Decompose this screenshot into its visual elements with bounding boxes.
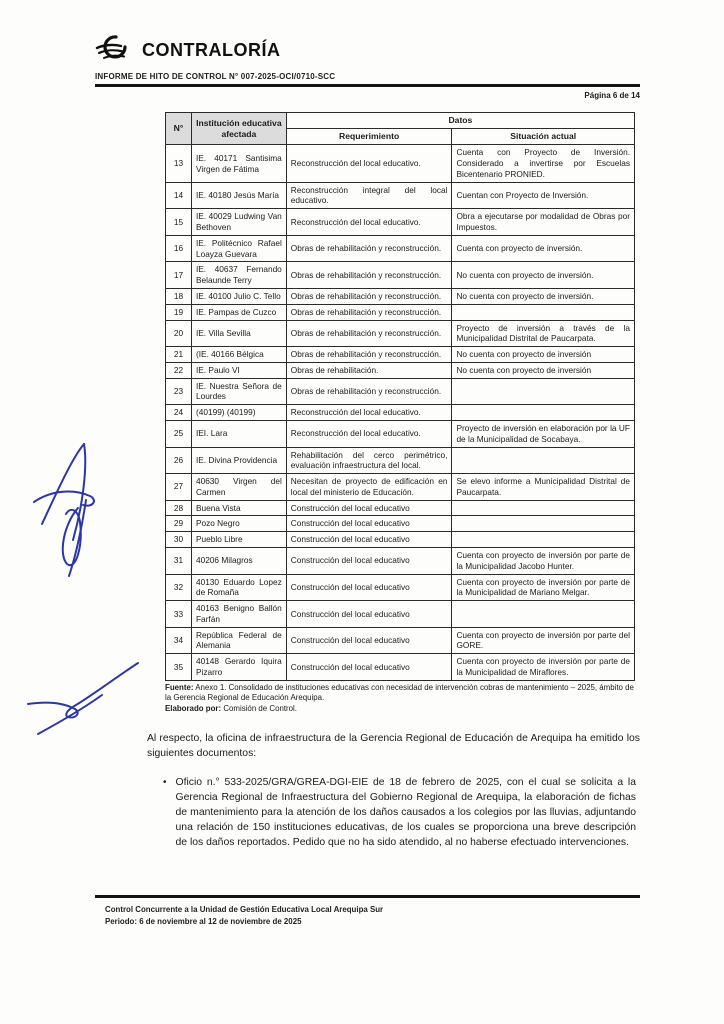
table-row [166, 182, 635, 209]
cell-status: Proyecto de inversión en elaboración por la UF de la Municipalidad de Socabaya. [452, 420, 635, 447]
table-row [166, 378, 635, 405]
cell-requirement: Obras de rehabilitación. [286, 362, 452, 378]
cell-requirement: Obras de rehabilitación y reconstrucción. [286, 320, 452, 347]
cell-institution: Pozo Negro [191, 516, 286, 532]
footer-rule [95, 895, 640, 898]
cell-status: No cuenta con proyecto de inversión. [452, 288, 635, 304]
cell-number: 31 [166, 548, 192, 575]
col-header-requirement: Requerimiento [286, 129, 452, 145]
table-row [166, 532, 635, 548]
cell-status [452, 405, 635, 421]
cell-status [452, 532, 635, 548]
cell-number: 15 [166, 209, 192, 236]
cell-status: Se elevo informe a Municipalidad Distrital de Paucarpata. [452, 474, 635, 501]
table-row [166, 574, 635, 601]
content-area [0, 112, 724, 850]
cell-number: 26 [166, 447, 192, 474]
cell-number: 18 [166, 288, 192, 304]
cell-number: 34 [166, 627, 192, 654]
cell-institution: Buena Vista [191, 500, 286, 516]
cell-status: No cuenta con proyecto de inversión. [452, 262, 635, 289]
table-row [166, 601, 635, 628]
cell-status: Cuentan con Proyecto de Inversión. [452, 182, 635, 209]
report-title: INFORME DE HITO DE CONTROL N° 007-2025-OCI/0710-SCC [95, 72, 336, 81]
table-row [166, 474, 635, 501]
cell-status [452, 447, 635, 474]
cell-requirement: Reconstrucción del local educativo. [286, 209, 452, 236]
cell-institution: IE. Divina Providencia [191, 447, 286, 474]
table-row [166, 320, 635, 347]
table-header [166, 113, 635, 145]
cell-institution: IE. Paulo VI [191, 362, 286, 378]
page-number: Página 6 de 14 [584, 91, 640, 100]
cell-requirement: Rehabilitación del cerco perimétrico, evaluación infraestructura del local. [286, 447, 452, 474]
cell-institution: IE. 40180 Jesús María [191, 182, 286, 209]
cell-requirement: Obras de rehabilitación y reconstrucción. [286, 347, 452, 363]
table-row [166, 548, 635, 575]
cell-requirement: Reconstrucción del local educativo. [286, 145, 452, 182]
header-rule [95, 84, 640, 87]
institutions-table [165, 112, 635, 681]
cell-number: 17 [166, 262, 192, 289]
cell-requirement: Construcción del local educativo [286, 627, 452, 654]
cell-institution: 40130 Eduardo Lopez de Romaña [191, 574, 286, 601]
col-header-status: Situación actual [452, 129, 635, 145]
table-notes [165, 683, 639, 715]
cell-number: 28 [166, 500, 192, 516]
cell-institution: IEI. Lara [191, 420, 286, 447]
bullet-dot: • [163, 776, 167, 788]
cell-number: 22 [166, 362, 192, 378]
cell-number: 23 [166, 378, 192, 405]
cell-number: 30 [166, 532, 192, 548]
brand-line [95, 34, 640, 67]
cell-requirement: Construcción del local educativo [286, 532, 452, 548]
cell-institution: IE. Villa Sevilla [191, 320, 286, 347]
cell-status: No cuenta con proyecto de inversión [452, 347, 635, 363]
cell-status [452, 601, 635, 628]
col-header-datos: Datos [286, 113, 634, 129]
cell-number: 16 [166, 235, 192, 262]
cell-status: Cuenta con proyecto de inversión por parte de la Municipalidad de Miraflores. [452, 654, 635, 681]
cell-requirement: Obras de rehabilitación y reconstrucción. [286, 304, 452, 320]
table-row [166, 405, 635, 421]
cell-number: 13 [166, 145, 192, 182]
cell-institution: Pueblo Libre [191, 532, 286, 548]
brand-name: CONTRALORÍA [142, 40, 281, 60]
cell-number: 20 [166, 320, 192, 347]
cell-institution: IE. Nuestra Señora de Lourdes [191, 378, 286, 405]
cell-institution: IE. 40171 Santisima Virgen de Fátima [191, 145, 286, 182]
cell-status: Cuenta con proyecto de inversión por parte de la Municipalidad de Mariano Melgar. [452, 574, 635, 601]
cell-status [452, 500, 635, 516]
cell-requirement: Obras de rehabilitación y reconstrucción. [286, 235, 452, 262]
cell-institution: IE. 40029 Ludwing Van Bethoven [191, 209, 286, 236]
cell-status [452, 304, 635, 320]
cell-number: 27 [166, 474, 192, 501]
cell-requirement: Construcción del local educativo [286, 601, 452, 628]
cell-status: Cuenta con Proyecto de Inversión. Considerado a invertirse por Escuelas Bicentenario PRONIED. [452, 145, 635, 182]
elaborado-note [165, 704, 639, 715]
col-header-institution: Institución educativa afectada [191, 113, 286, 145]
cell-number: 14 [166, 182, 192, 209]
cell-status: No cuenta con proyecto de inversión [452, 362, 635, 378]
cell-requirement: Construcción del local educativo [286, 548, 452, 575]
intro-paragraph: Al respecto, la oficina de infraestructura de la Gerencia Regional de Educación de Arequipa ha emitido los siguientes documentos: [147, 732, 640, 759]
cell-status: Cuenta con proyecto de inversión por parte de la Municipalidad Jacobo Hunter. [452, 548, 635, 575]
cell-requirement: Obras de rehabilitación y reconstrucción. [286, 288, 452, 304]
cell-institution: (40199) (40199) [191, 405, 286, 421]
cell-requirement: Obras de rehabilitación y reconstrucción. [286, 378, 452, 405]
footer-line2: Periodo: 6 de noviembre al 12 de noviembre de 2025 [105, 916, 302, 926]
col-header-n: N° [166, 113, 192, 145]
cell-number: 35 [166, 654, 192, 681]
cell-status: Cuenta con proyecto de inversión por parte del GORE. [452, 627, 635, 654]
page-header [95, 34, 640, 100]
footer-line1: Control Concurrente a la Unidad de Gestión Educativa Local Arequipa Sur [105, 904, 384, 914]
cell-number: 29 [166, 516, 192, 532]
cell-status: Proyecto de inversión a través de la Municipalidad Distrital de Paucarpata. [452, 320, 635, 347]
fuente-text: Anexo 1. Consolidado de instituciones educativas con necesidad de intervención cobras de mantenimiento – 2025, ámbito de la Gerencia Regional de Educación Arequipa. [165, 682, 634, 703]
cell-institution: IE. 40100 Julio C. Tello [191, 288, 286, 304]
table-row [166, 262, 635, 289]
table-row [166, 500, 635, 516]
cell-number: 25 [166, 420, 192, 447]
table-body [166, 145, 635, 680]
table-row [166, 209, 635, 236]
cell-requirement: Obras de rehabilitación y reconstrucción. [286, 262, 452, 289]
cell-institution: IE. Pampas de Cuzco [191, 304, 286, 320]
cell-requirement: Reconstrucción del local educativo. [286, 420, 452, 447]
cell-number: 19 [166, 304, 192, 320]
bullet-text: Oficio n.° 533-2025/GRA/GREA-DGI-EIE de 18 de febrero de 2025, con el cual se solicita a la Gerencia Regional de Infraestructura del Gobierno Regional de Arequipa, la elaboración de fichas de mantenimiento para la atención de los daños causados a los colegios por las lluvias, adjuntando una relación de 150 instituciones educativas, de los cuales se proporciona una breve descripción de los daños reportados. Pedido que no ha sido atendido, al no haberse efectuado intervenciones. [175, 776, 636, 849]
contraloria-logo-icon [95, 34, 135, 67]
cell-institution: 40630 Virgen del Carmen [191, 474, 286, 501]
table-row [166, 145, 635, 182]
table-row [166, 627, 635, 654]
cell-requirement: Necesitan de proyecto de edificación en local del ministerio de Educación. [286, 474, 452, 501]
elaborado-text: Comisión de Control. [221, 704, 297, 714]
fuente-label: Fuente: [165, 682, 194, 692]
table-row [166, 304, 635, 320]
table-row [166, 420, 635, 447]
table-row [166, 516, 635, 532]
cell-status: Obra a ejecutarse por modalidad de Obras por Impuestos. [452, 209, 635, 236]
elaborado-label: Elaborado por: [165, 704, 222, 714]
cell-institution: República Federal de Alemania [191, 627, 286, 654]
cell-requirement: Construcción del local educativo [286, 500, 452, 516]
cell-number: 32 [166, 574, 192, 601]
cell-institution: (IE. 40166 Bélgica [191, 347, 286, 363]
cell-status [452, 516, 635, 532]
page-footer [95, 895, 640, 928]
cell-institution: 40206 Milagros [191, 548, 286, 575]
cell-number: 24 [166, 405, 192, 421]
cell-institution: IE. Politécnico Rafael Loayza Guevara [191, 235, 286, 262]
table-row [166, 288, 635, 304]
cell-number: 33 [166, 601, 192, 628]
cell-requirement: Construcción del local educativo [286, 574, 452, 601]
cell-requirement: Construcción del local educativo [286, 516, 452, 532]
cell-requirement: Reconstrucción del local educativo. [286, 405, 452, 421]
cell-institution: IE. 40637 Fernando Belaunde Terry [191, 262, 286, 289]
cell-requirement: Construcción del local educativo [286, 654, 452, 681]
table-row [166, 347, 635, 363]
cell-institution: 40163 Benigno Ballón Farfán [191, 601, 286, 628]
table-row [166, 235, 635, 262]
cell-number: 21 [166, 347, 192, 363]
cell-requirement: Reconstrucción integral del local educativo. [286, 182, 452, 209]
bullet-item [163, 775, 636, 850]
table-row [166, 654, 635, 681]
cell-institution: 40148 Gerardo Iquira Pizarro [191, 654, 286, 681]
cell-status [452, 378, 635, 405]
cell-status: Cuenta con proyecto de inversión. [452, 235, 635, 262]
fuente-note [165, 683, 639, 704]
footer-text [105, 904, 640, 929]
table-row [166, 362, 635, 378]
table-row [166, 447, 635, 474]
